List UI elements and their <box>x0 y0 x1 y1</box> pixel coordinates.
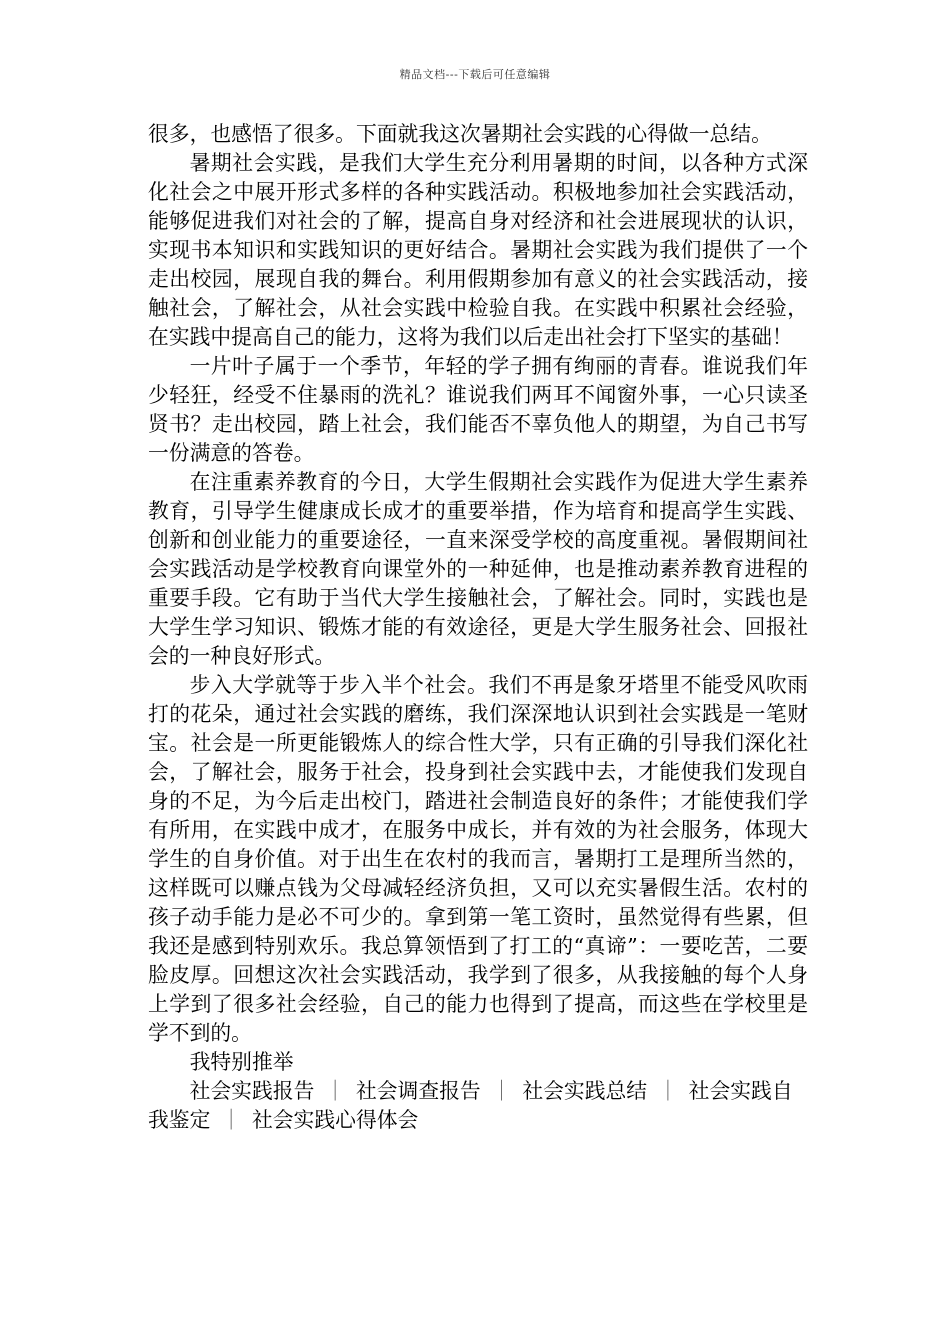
link-practice-report[interactable]: 社会实践报告 <box>189 1079 315 1103</box>
link-self-appraisal[interactable]: 社会实践自我鉴定 <box>148 1079 793 1132</box>
paragraph-continuation: 很多，也感悟了很多。下面就我这次暑期社会实践的心得做一总结。 <box>148 122 772 146</box>
link-practice-summary[interactable]: 社会实践总结 <box>522 1079 648 1103</box>
paragraph-summer-practice: 暑期社会实践，是我们大学生充分利用暑期的时间，以各种方式深化社会之中展开形式多样的各种实践活动。积极地参加社会实践活动，能够促进我们对社会的了解，提高自身对经济和社会进展现状的认识，实现书本知识和实践知识的更好结合。暑期社会实践为我们提供了一个走出校园，展现自我的舞台。利用假期参加有意义的社会实践活动，接触社会，了解社会，从社会实践中检验自我。在实践中积累社会经验，在实践中提高自己的能力，这将为我们以后走出社会打下坚实的基础！ <box>148 151 808 349</box>
link-separator: ｜ <box>324 1079 346 1103</box>
paragraph-youth: 一片叶子属于一个季节，年轻的学子拥有绚丽的青春。谁说我们年少轻狂，经受不住暴雨的洗礼？谁说我们两耳不闻窗外事，一心只读圣贤书？走出校园，踏上社会，我们能否不辜负他人的期望，为自己书写一份满意的答卷。 <box>148 354 808 465</box>
paragraph-entering-university: 步入大学就等于步入半个社会。我们不再是象牙塔里不能受风吹雨打的花朵，通过社会实践的磨练，我们深深地认识到社会实践是一笔财宝。社会是一所更能锻炼人的综合性大学，只有正确的引导我们深化社会，了解社会，服务于社会，投身到社会实践中去，才能使我们发现自身的不足，为今后走出校门，踏进社会制造良好的条件；才能使我们学有所用，在实践中成才，在服务中成长，并有效的为社会服务，体现大学生的自身价值。对于出生在农村的我而言，暑期打工是理所当然的，这样既可以赚点钱为父母减轻经济负担，又可以充实暑假生活。农村的孩子动手能力是必不可少的。拿到第一笔工资时，虽然觉得有些累，但我还是感到特别欢乐。我总算领悟到了打工的“真谛”：一要吃苦，二要脸皮厚。回想这次社会实践活动，我学到了很多，从我接触的每个人身上学到了很多社会经验，自己的能力也得到了提高，而这些在学校里是学不到的。 <box>148 673 808 1045</box>
link-survey-report[interactable]: 社会调查报告 <box>355 1079 481 1103</box>
link-experience[interactable]: 社会实践心得体会 <box>251 1108 419 1132</box>
link-separator: ｜ <box>657 1079 679 1103</box>
link-separator: ｜ <box>220 1108 242 1132</box>
link-separator: ｜ <box>491 1079 512 1103</box>
document-body <box>148 120 808 1135</box>
recommend-links <box>148 1077 808 1135</box>
page-header: 精品文档---下载后可任意编辑 <box>399 68 551 81</box>
paragraph-quality-education: 在注重素养教育的今日，大学生假期社会实践作为促进大学生素养教育，引导学生健康成长成才的重要举措，作为培育和提高学生实践、创新和创业能力的重要途径，一直来深受学校的高度重视。暑假期间社会实践活动是学校教育向课堂外的一种延伸，也是推动素养教育进程的重要手段。它有助于当代大学生接触社会，了解社会。同时，实践也是大学生学习知识、锻炼才能的有效途径，更是大学生服务社会、回报社会的一种良好形式。 <box>148 470 808 668</box>
recommend-heading: 我特别推举 <box>189 1050 294 1074</box>
